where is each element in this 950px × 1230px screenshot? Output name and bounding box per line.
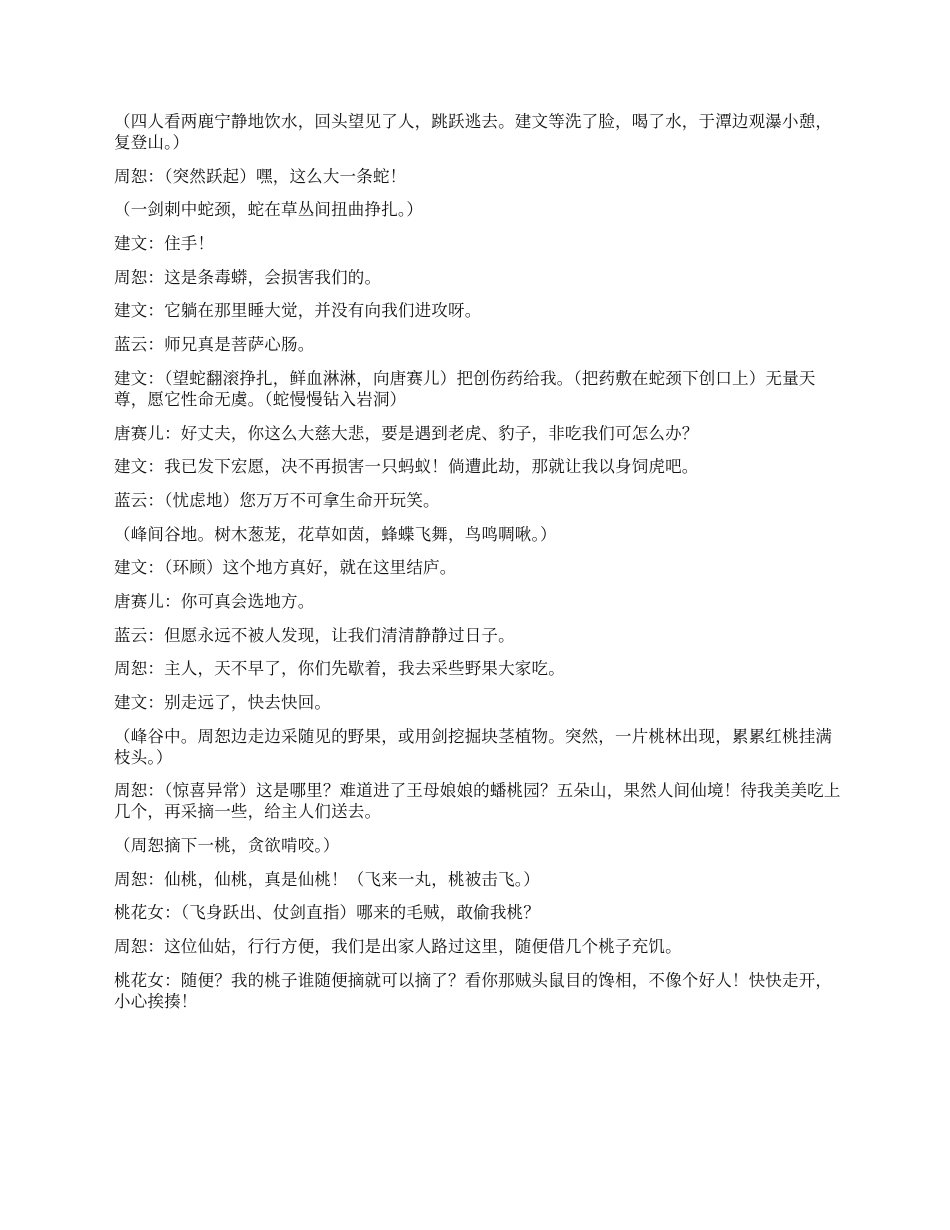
dialogue-line: 蓝云：师兄真是菩萨心肠。 <box>114 335 315 355</box>
dialogue-line: 蓝云：（忧虑地）您万万不可拿生命开玩笑。 <box>114 490 440 510</box>
dialogue-line: 建文：住手！ <box>114 234 215 254</box>
dialogue-line: 唐赛儿：好丈夫，你这么大慈大悲，要是遇到老虎、豹子，非吃我们可怎么办？ <box>114 423 699 443</box>
dialogue-line: 周恕：这位仙姑，行行方便，我们是出家人路过这里，随便借几个桃子充饥。 <box>114 937 682 957</box>
dialogue-line: 周恕：主人，天不早了，你们先歇着，我去采些野果大家吃。 <box>114 659 565 679</box>
dialogue-line: 周恕：（惊喜异常）这是哪里？难道进了王母娘娘的蟠桃园？五朵山，果然人间仙境！待我美美吃上几个，再采摘一些，给主人们送去。 <box>114 781 841 822</box>
script-text <box>114 111 842 1025</box>
dialogue-line: 建文：（环顾）这个地方真好，就在这里结庐。 <box>114 558 457 578</box>
dialogue-line: 唐赛儿：你可真会选地方。 <box>114 591 315 611</box>
stage-direction: （峰间谷地。树木葱茏，花草如茵，蜂蝶飞舞，鸟鸣啁啾。） <box>114 524 557 544</box>
dialogue-line: 周恕：这是条毒蟒，会损害我们的。 <box>114 267 382 287</box>
stage-direction: （周恕摘下一桃，贪欲啃咬。） <box>114 836 340 856</box>
dialogue-line: 建文：我已发下宏愿，决不再损害一只蚂蚁！倘遭此劫，那就让我以身饲虎吧。 <box>114 457 699 477</box>
stage-direction: （峰谷中。周恕边走边采随见的野果，或用剑挖掘块茎植物。突然，一片桃林出现，累累红桃挂满枝头。） <box>114 726 833 767</box>
dialogue-line: 建文：（望蛇翻滚挣扎，鲜血淋淋，向唐赛儿）把创伤药给我。（把药敷在蛇颈下创口上）无量天尊，愿它性命无虞。（蛇慢慢钻入岩洞） <box>114 368 816 409</box>
dialogue-line: 桃花女：（飞身跃出、仗剑直指）哪来的毛贼，敢偷我桃？ <box>114 903 540 923</box>
stage-direction: （一剑刺中蛇颈，蛇在草丛间扭曲挣扎。） <box>114 200 424 220</box>
dialogue-line: 周恕：（突然跃起）嘿，这么大一条蛇！ <box>114 166 407 186</box>
dialogue-line: 建文：别走远了，快去快回。 <box>114 693 332 712</box>
dialogue-line: 桃花女：随便？我的桃子谁随便摘就可以摘了？看你那贼头鼠目的馋相，不像个好人！快快走开，小心挨揍！ <box>114 970 833 1011</box>
dialogue-line: 建文：它躺在那里睡大觉，并没有向我们进攻呀。 <box>114 301 482 321</box>
dialogue-line: 蓝云：但愿永远不被人发现，让我们清清静静过日子。 <box>114 625 515 645</box>
dialogue-line: 周恕：仙桃，仙桃，真是仙桃！（飞来一丸，桃被击飞。） <box>114 869 540 889</box>
stage-direction: （四人看两鹿宁静地饮水，回头望见了人，跳跃逃去。建文等洗了脸，喝了水，于潭边观瀑小憩，复登山。） <box>114 112 833 152</box>
